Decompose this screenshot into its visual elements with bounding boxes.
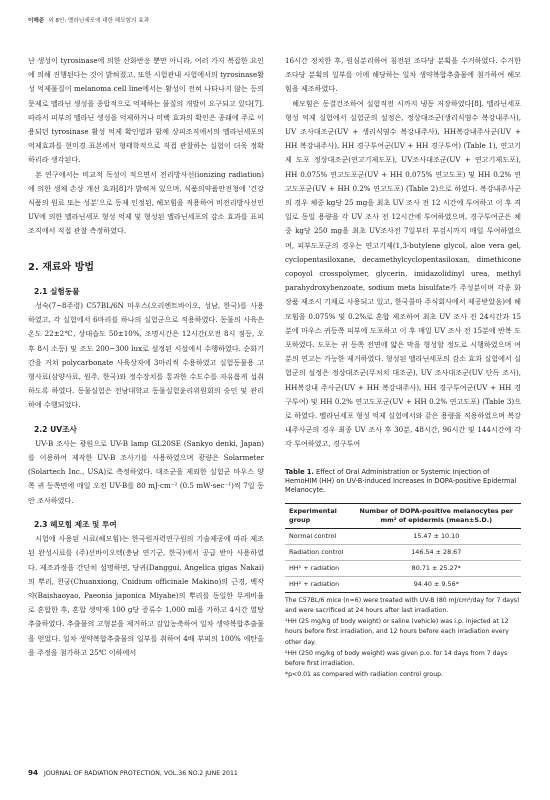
- table-row: [285, 528, 521, 544]
- results-table: [285, 503, 521, 593]
- table-cell: 94.40 ± 9.56*: [352, 576, 521, 592]
- subsection-heading-2-3: 2.3 헤모힘 제조 및 투여: [34, 519, 117, 529]
- table-header-cell: Number of DOPA-positive melanocytes per mm² of epidermis (mean±S.D.): [352, 503, 521, 528]
- left-column: [28, 54, 264, 660]
- journal-name: JOURNAL OF RADIATION PROTECTION, VOL.36 NO.2 JUNE 2011: [44, 770, 238, 777]
- running-header: [28, 16, 149, 24]
- table-label: Table 1.: [285, 467, 314, 476]
- right-paragraph-2: 헤모힘은 동결건조하여 실험직전 시까지 냉동 저장하였다[8]. 멜라닌세포 형성 억제 실험에서 실험군의 설정은, 정상대조군(생리식염수 복강내주사), UV 조사대조군(UV + 생리식염수 복강내주사), HH복강내주사군(UV + HH 복강내주사), HH 경구투여군(UV + HH 경구투여) (Table 1), 연고기제 도포 정상대조군(연고기제도포), UV조사대조군(UV + 연고기제도포), HH 0.075% 연고도포군(UV + HH 0.075% 연고도포) 및 HH 0.2% 연고도포군(UV + HH 0.2% 연고도포) (Table 2)으로 하였다. 복강내주사군의 경우 체중 kg당 25 mg을 최초 UV 조사 전 12 시간에 투여하고 이 후 격일로 동일 용량을 각 UV 조사 전 12시간에 투여하였으며, 경구투여군은 체중 kg당 250 mg을 최초 UV조사전 7일부터 부검시까지 매일 투여하였으며, 피부도포군의 경우는 연고기제(1,3-butylene glycol, aloe vera gel, cyclopentasiloxane, decamethylcyclopentasiloxan, dimethicone copoyol crosspolymer, glycerin, imidazolidinyl urea, methyl parahydroxybenzoate, sodium meta bisulfate가 주성분이며 각종 화장품 제조시 기재로 사용되고 있고, 한국콜마 주식회사에서 제공받았음)에 헤모힘을 0.075% 및 0.2%로 혼합 제조하여 최초 UV 조사 전 24시간과 15분에 마우스 귀등쪽 피부에 도포하고 이 후 매일 UV 조사 전 15분에 반복 도포하였다. 도포는 귀 등쪽 전면에 얇은 막을 형성할 정도로 시행하였으며 여분의 연고는 가능한 제거하였다. 형성된 멜라닌세포의 감소 효과 실험에서 실험군의 설정은 정상대조군(무처치 대조군), UV 조사대조군(UV 단독 조사), HH복강내 주사군(UV + HH 복강내주사), HH 경구투여군(UV + HH 경구투여) 및 HH 0.2% 연고도포군(UV + HH 0.2% 연고도포) (Table 3)으로 하였다. 멜라닌세포 형성 억제 실험에서와 같은 용량을 적용하였으며 복강내주사군의 경우 최종 UV 조사 후 30분, 48시간, 96시간 및 144시간에 각각 투여하였고, 경구투여: [285, 98, 521, 449]
- table-header-cell: Experimental group: [285, 503, 352, 528]
- table-note: ¹HH (25 mg/kg of body weight) or saline (vehicle) was i.p. injected at 12 hours before first irradiation, and 12 hours before each irradiation every other day.: [285, 617, 509, 647]
- table-notes: [285, 596, 521, 681]
- header-author: 이해준: [28, 18, 45, 24]
- table-caption: [285, 468, 521, 495]
- page-footer: [28, 768, 238, 777]
- table-cell: Normal control: [285, 528, 352, 544]
- table-cell: 15.47 ± 10.10: [352, 528, 521, 544]
- right-column: [285, 54, 521, 680]
- intro-paragraph-2: 본 연구에서는 비교적 독성이 적으면서 전리방사선(ionizing radiation)에 의한 생체 손상 개선 효과[8]가 밝혀져 있으며, 식품의약품안전청에 '건강식품의 원료 또는 성분'으로 등재 인정된, 헤모힘을 적용하여 비전리방사선인 UV에 의한 멜라닌세포 형성 억제 및 형성된 멜라닌세포의 감소 효과를 표피조직에서 직접 관찰 측정하였다.: [28, 169, 264, 236]
- table-note: *p<0.01 as compared with radiation control group.: [285, 670, 444, 678]
- section-heading: 2. 재료와 방법: [28, 261, 95, 273]
- paragraph-2-3: 시험에 사용된 시료(헤모힘)는 한국원자력연구원의 기술제공에 따라 제조된 완성시료를 (주)선바이오텍(충남 연기군, 한국)에서 공급 받아 사용하였다. 제조과정을 간단히 설명하면, 당귀(Danggui, Angelica gigas Nakai)의 뿌리, 천궁(Chuanxiong, Cnidium officinale Makino)의 근경, 백작약(Baishaoyao, Paeonia japonica Miyabe)의 뿌리를 동일한 무게비율로 혼합한 후, 혼합 생약재 100 g당 증류수 1,000 ml을 가하고 4시간 열탕 추출하였다. 추출물의 고형분을 제거하고 감압농축하여 일차 생약복합추출물을 얻었다. 일차 생약복합추출물의 일부를 취하여 4배 부피의 100% 에탄올을 주정을 첨가하고 25℃ 이하에서: [28, 534, 264, 657]
- subsection-heading-2-1: 2.1 실험동물: [34, 286, 80, 296]
- table-note: ²HH (250 mg/kg of body weight) was given p.o. for 14 days from 7 days before first irradiation.: [285, 649, 508, 668]
- table-cell: 80.71 ± 25.27*: [352, 560, 521, 576]
- intro-paragraph-1: 난 생성이 tyrosinase에 의한 산화반응 뿐만 아니라, 여러 가지 복잡한 요인에 의해 진행된다는 것이 밝혀졌고, 또한 시험관내 시험에서의 tyrosinase활성 억제물질이 melanoma cell line에서는 활성이 전혀 나타나지 않는 등의 문제로 멜라닌 생성을 종합적으로 억제하는 물질의 개발이 요구되고 있다[7]. 따라서 피부의 멜라닌 생성을 억제하거나 미백 효과의 확인은 종래에 주로 이용되던 tyrosinase 활성 억제 확인법과 함께 상피조직에서의 멜라닌세포의 억제효과를 현미경 표본에서 형태학적으로 직접 관찰하는 실험이 더욱 정확하리라 생각된다.: [28, 56, 264, 165]
- table-note: The C57BL/6 mice (n=6) were treated with UV-B (80 mJ/cm²/day for 7 days) and were sacrificed at 24 hours after last irradiation.: [285, 596, 520, 615]
- table-row: [285, 560, 521, 576]
- page-number: 94: [28, 768, 39, 777]
- subsection-heading-2-2: 2.2 UV조사: [34, 424, 77, 434]
- table-header-row: [285, 503, 521, 528]
- table-cell: 146.54 ± 28.67: [352, 544, 521, 560]
- right-paragraph-1: 16시간 정치한 후, 원심분리하여 침전된 조다당 분획을 수거하였다. 수거한 조다당 분획의 일부를 이에 해당하는 일차 생약복합추출물에 첨가하여 헤모힘을 제조하였다.: [285, 56, 521, 94]
- table-row: [285, 576, 521, 592]
- table-cell: HH¹ + radiation: [285, 560, 352, 576]
- header-title: 외 8인: 멜라닌세포에 대한 헤모힘의 효과: [48, 18, 150, 24]
- table-cell: Radiation control: [285, 544, 352, 560]
- table-row: [285, 544, 521, 560]
- table-caption-text: Effect of Oral Administration or Systemic Injection of HemoHIM (HH) on UV-B-induced Increases in DOPA-positive Epidermal Melanocyte.: [285, 467, 517, 494]
- paragraph-2-2: UV-B 조사는 광원으로 UV-B lamp GL20SE (Sankyo denki, Japan)를 이용하여 제작한 UV-B 조사기를 사용하였으며 광량은 Solarmeter (Solartech Inc., USA)로 측정하였다. 대조군을 제외한 실험군 마우스 양쪽 귀 등쪽면에 매일 오전 UV-B를 80 mJ·cm⁻² (0.5 mW·sec⁻¹)씩 7일 동안 조사하였다.: [28, 438, 264, 505]
- table-cell: HH² + radiation: [285, 576, 352, 592]
- paragraph-2-1: 성숙(7~8주령) C57BL/6N 마우스(오리엔트바이오, 성남, 한국)를 사용하였고, 각 실험에서 6마리를 하나의 실험군으로 적용하였다. 동물의 사육은 온도 22±2℃, 상대습도 50±10%, 조명시간은 12시간(오전 8시 점등, 오후 8시 소등) 및 조도 200~300 lux로 설정된 시설에서 수행하였다. 순화기간을 거쳐 polycarbonate 사육상자에 3마리씩 수용하였고 실험동물용 고형사료(삼양사료, 원주, 한국)와 정수장치를 통과한 수도수를 자유롭게 섭취하도록 하였다. 동물실험은 전남대학교 동물실험윤리위원회의 승인 및 관리 하에 수행되었다.: [28, 301, 264, 410]
